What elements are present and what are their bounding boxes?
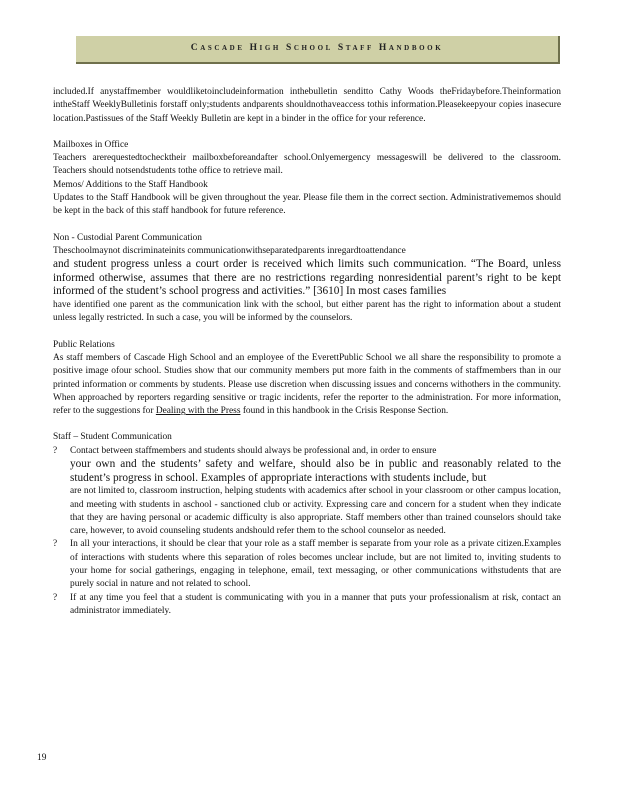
list-item: [53, 445, 561, 539]
handbook-title: Cascade High School Staff Handbook: [190, 43, 444, 53]
public-relations-text: As staff members of Cascade High School and an employee of the EverettPublic School we all share the responsibility to promote a positive image ofour school. Studies show that our community members put more faith in the comments of staffmembers than in our printed information or comments by students. Please use discretion when discussing issues and concerns withothers in the community. When approached by reporters regarding sensitive or tragic incidents, refer the reporter to the administration. For more information, refer to the suggestions for: [53, 352, 561, 417]
memos-heading: Memos/ Additions to the Staff Handbook: [53, 179, 208, 190]
bulletin-paragraph: included.If anystaffmember wouldliketoincludeinformation inthebulletin senditto Cathy Woods theFridaybefore.Theinformation intheStaff WeeklyBulletinis forstaff only;students andparents shouldnothaveaccess tothis information.Pleasekeepyour copies inasecure location.Pastissues of the Staff Weekly Bulletin are kept in a binder in the office for your reference.: [53, 87, 561, 124]
bullet-1-large: your own and the students’ safety and welfare, should also be in public and reasonably related to the student’s progress in school. Examples of appropriate interactions with students include, but: [70, 458, 561, 484]
mailboxes-heading: Mailboxes in Office: [53, 139, 129, 150]
noncustodial-quote: and student progress unless a court order is received which limits such communication. “The Board, unless informed otherwise, assumes that there are no restrictions regarding nonresidential parent’s right to be kept informed of the student’s school progress and activities.” [3610] In most cases families: [53, 258, 561, 298]
list-item: [53, 538, 561, 591]
staff-student-list: [53, 445, 561, 618]
memos-paragraph: Updates to the Staff Handbook will be given throughout the year. Please file them in the correct section. Administrativememos should be kept in the back of this staff handbook for future reference.: [53, 193, 561, 217]
header-band: [76, 36, 560, 64]
bullet-1-end: are not limited to, classroom instruction, helping students with academics after school in your classroom or other campus location, and meeting with students in aschool - sanctioned club or activity. Expressing care and concern for a student when they indicate that they are having personal or academic difficulty is also appropriate. Staff members other than trained counselors should take care, however, to avoid counseling students andshould refer them to the school counselor as needed.: [70, 486, 561, 537]
public-relations-text-end: found in this handbook in the Crisis Response Section.: [242, 406, 449, 417]
public-relations-heading: Public Relations: [53, 339, 115, 350]
page-content: [53, 86, 561, 618]
bullet-mark: ?: [53, 592, 58, 603]
list-item: [53, 592, 561, 619]
bullet-3: If at any time you feel that a student is communicating with you in a manner that puts your professionalism at risk, contact an administrator immediately.: [70, 592, 561, 616]
bullet-mark: ?: [53, 445, 58, 456]
dealing-with-press-link[interactable]: Dealing with the Press: [155, 406, 241, 417]
bullet-mark: ?: [53, 539, 58, 550]
page-number: 19: [37, 753, 47, 763]
bullet-2: In all your interactions, it should be clear that your role as a staff member is separate from your role as a private citizen.Examples of interactions with students where this separation of roles becomes unclear include, but are not limited to, inviting students to your home for social gatherings, engaging in telephone, email, text messaging, or other communications withstudents that are purely social in nature and not related to school.: [70, 539, 561, 590]
mailboxes-paragraph: Teachers arerequestedtochecktheir mailboxbeforeandafter school.Onlyemergency messageswill be delivered to the classroom. Teachers should notsendstudents tothe office to retrieve mail.: [53, 153, 561, 177]
noncustodial-paragraph: [53, 245, 561, 326]
noncustodial-line-1: Theschoolmaynot discriminateinits communicationwithseparatedparents inregardtoattendance: [53, 245, 406, 256]
staff-student-heading: Staff – Student Communication: [53, 432, 172, 443]
public-relations-paragraph: [53, 352, 561, 418]
noncustodial-end: have identified one parent as the communication link with the school, but either parent has the right to information about a student unless legally restricted. In such a case, you will be informed by the counselors.: [53, 300, 561, 324]
noncustodial-heading: Non - Custodial Parent Communication: [53, 232, 202, 243]
bullet-1-line-1: Contact between staffmembers and students should always be professional and, in order to ensure: [70, 445, 437, 456]
